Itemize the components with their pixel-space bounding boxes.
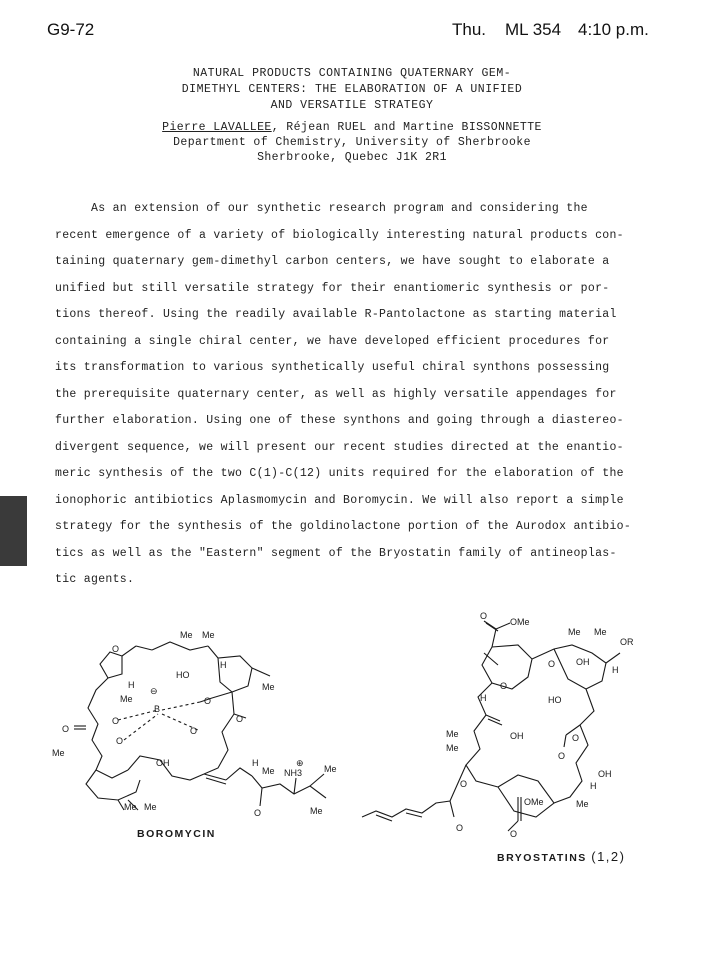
bond: [532, 645, 606, 689]
bond: [554, 689, 594, 803]
session-day: Thu.: [452, 20, 487, 39]
atom-label: Me: [180, 630, 193, 640]
atom-label: O: [204, 696, 212, 706]
abstract-line: the prerequisite quaternary center, as well as highly versatile appendages for: [55, 387, 617, 401]
atom-label: B: [154, 704, 161, 714]
bond: [88, 678, 128, 778]
abstract-line: unified but still versatile strategy for their enantiomeric synthesis or por-: [55, 281, 610, 295]
atom-label: H: [590, 781, 597, 791]
bond: [310, 774, 324, 786]
bond: [564, 735, 566, 747]
coord-bond: [124, 714, 158, 740]
abstract-line: meric synthesis of the two C(1)-C(12) units required for the elaboration of the: [55, 467, 624, 480]
bond: [260, 788, 262, 806]
atom-label: Me: [262, 682, 275, 692]
bond: [252, 776, 326, 798]
atom-label: OH: [510, 731, 524, 741]
atom-label: Me: [568, 627, 581, 637]
atom-label: O: [254, 808, 262, 818]
coord-bond: [118, 710, 158, 720]
boromycin-label: BOROMYCIN: [137, 828, 216, 840]
bond: [86, 770, 140, 800]
atom-label: O: [500, 681, 508, 691]
atom-label: OMe: [510, 617, 530, 627]
session-code: G9-72: [47, 20, 95, 39]
bryostatins-label: [497, 849, 626, 864]
atom-label: Me: [52, 748, 65, 758]
bond: [100, 652, 122, 678]
atom-label: O: [62, 724, 70, 734]
atom-label: O: [116, 736, 124, 746]
author-block: [0, 120, 704, 165]
bond: [122, 646, 136, 656]
bond: [486, 623, 498, 631]
atom-label: H: [252, 758, 259, 768]
bryostatins-numbers: 1,2: [597, 849, 620, 864]
atom-label: H: [480, 693, 487, 703]
abstract-line: As an extension of our synthetic research program and considering the: [91, 202, 588, 215]
atom-label: O: [572, 733, 580, 743]
atom-label: Me: [124, 802, 137, 812]
atom-label: OH: [156, 758, 170, 768]
atom-label: O: [112, 716, 120, 726]
abstract-line: tions thereof. Using the readily available R-Pantolactone as starting material: [55, 308, 617, 321]
abstract-line: tics as well as the "Eastern" segment of the Bryostatin family of antineoplas-: [55, 546, 617, 560]
bond: [294, 778, 296, 794]
bryostatins-numbers-wrap: (1,2): [591, 849, 626, 864]
session-time: 4:10 p.m.: [578, 20, 649, 39]
co-authors: , Réjean RUEL and Martine BISSONNETTE: [271, 121, 542, 134]
abstract-line: strategy for the synthesis of the goldinolactone portion of the Aurodox antibio-: [55, 520, 632, 533]
atom-label: Me: [594, 627, 607, 637]
atom-label: O: [480, 611, 488, 621]
abstract-line: taining quaternary gem-dimethyl carbon centers, we have sought to elaborate a: [55, 255, 610, 268]
margin-tab-mark: [0, 496, 27, 566]
abstract-body: [55, 196, 655, 594]
charge-label: ⊖: [150, 686, 158, 696]
atom-label: HO: [176, 670, 190, 680]
bond: [204, 774, 226, 780]
atom-label: H: [220, 660, 227, 670]
atom-label: O: [558, 751, 566, 761]
title-line-1: NATURAL PRODUCTS CONTAINING QUATERNARY GEM-: [192, 67, 512, 80]
abstract-line: containing a single chiral center, we have developed efficient procedures for: [55, 334, 610, 348]
abstract-line: divergent sequence, we will present our recent studies directed at the enantio-: [55, 440, 624, 454]
bond: [484, 653, 498, 665]
atom-label: Me: [120, 694, 133, 704]
bond: [606, 653, 620, 663]
bond: [208, 646, 252, 692]
author-line: [0, 120, 704, 135]
atom-label: OH: [576, 657, 590, 667]
atom-label: H: [612, 665, 619, 675]
atom-label: Me: [144, 802, 157, 812]
charge-label: ⊕: [296, 758, 304, 768]
atom-label: Me: [310, 806, 323, 816]
atom-label: O: [456, 823, 464, 833]
bond: [136, 646, 152, 650]
title-line-2: DIMETHYL CENTERS: THE ELABORATION OF A UNIFIED: [181, 83, 523, 96]
bond: [406, 813, 422, 817]
bryostatin-structure: [350, 605, 670, 845]
atom-label: O: [548, 659, 556, 669]
atom-label: Me: [576, 799, 589, 809]
bond: [152, 642, 208, 650]
atom-label: O: [460, 779, 468, 789]
atom-label: Me: [446, 729, 459, 739]
abstract-line: recent emergence of a variety of biologically interesting natural products con-: [55, 228, 624, 242]
bond: [486, 715, 500, 721]
abstract-line: further elaboration. Using one of these synthons and going through a diastereo-: [55, 414, 624, 427]
address: Sherbrooke, Quebec J1K 2R1: [257, 151, 447, 164]
bond: [488, 719, 502, 725]
abstract-line: ionophoric antibiotics Aplasmomycin and Boromycin. We will also report a simple: [55, 493, 624, 507]
bond: [492, 623, 510, 647]
bond: [450, 801, 454, 817]
bond: [484, 621, 496, 629]
bond: [362, 765, 466, 817]
atom-label: HO: [548, 695, 562, 705]
atom-label: H: [128, 680, 135, 690]
bond: [226, 768, 252, 780]
session-room: ML 354: [505, 20, 562, 39]
coord-bond: [162, 702, 200, 710]
bond: [252, 668, 270, 676]
atom-label: NH3: [284, 768, 303, 778]
atom-label: Me: [262, 766, 275, 776]
department: Department of Chemistry, University of Sherbrooke: [173, 136, 531, 149]
atom-label: O: [190, 726, 198, 736]
abstract-line: tic agents.: [55, 573, 135, 586]
atom-label: OR: [620, 637, 634, 647]
atom-label: OH: [598, 769, 612, 779]
presenting-author: Pierre LAVALLEE: [162, 121, 272, 134]
title-line-3: AND VERSATILE STRATEGY: [270, 99, 434, 112]
bond: [498, 775, 554, 817]
atom-label: Me: [324, 764, 337, 774]
atom-label: OMe: [524, 797, 544, 807]
abstract-line: its transformation to various synthetically useful chiral synthons possessing: [55, 361, 610, 374]
atom-label: Me: [446, 743, 459, 753]
atom-label: O: [112, 644, 120, 654]
boromycin-structure: [40, 628, 350, 828]
paper-title: [0, 66, 704, 114]
atom-label: Me: [202, 630, 215, 640]
bryostatins-name: BRYOSTATINS: [497, 852, 587, 864]
atom-label: O: [510, 829, 518, 839]
atom-label: O: [236, 714, 244, 724]
